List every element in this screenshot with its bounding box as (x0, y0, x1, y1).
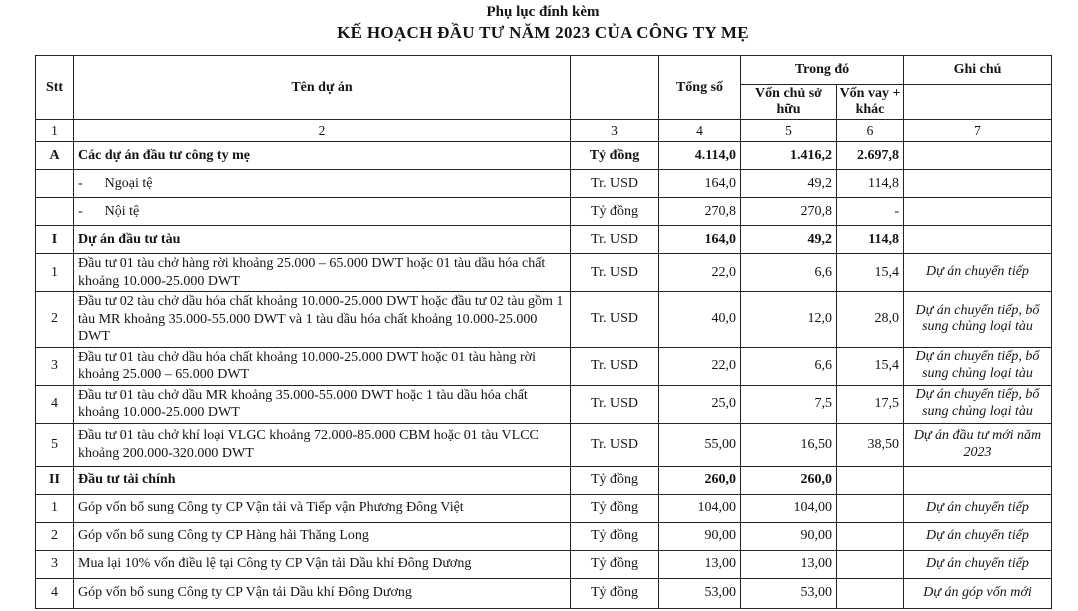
loan-cell: 38,50 (837, 423, 904, 466)
dash-mark: - (78, 203, 83, 219)
total-cell: 90,00 (659, 522, 741, 550)
equity-cell: 12,0 (741, 292, 837, 348)
header-stt: Stt (36, 56, 74, 120)
table-row (36, 423, 1052, 466)
project-name-text: Ngoại tệ (104, 175, 153, 191)
total-cell: 13,00 (659, 550, 741, 578)
unit-cell: Tr. USD (571, 170, 659, 198)
table-row (36, 347, 1052, 385)
project-name-cell: Đầu tư 01 tàu chở dầu MR khoảng 35.000-55.000 DWT hoặc 1 tàu dầu hóa chất khoảng 10.000-25.000 DWT (74, 385, 571, 423)
loan-cell: 28,0 (837, 292, 904, 348)
dash-mark: - (78, 175, 83, 191)
project-name-cell: Góp vốn bổ sung Công ty CP Vận tải và Tiếp vận Phương Đông Việt (74, 494, 571, 522)
total-cell: 40,0 (659, 292, 741, 348)
project-name-cell: Dự án đầu tư tàu (74, 226, 571, 254)
table-row (36, 494, 1052, 522)
project-name-cell: Đầu tư 01 tàu chở dầu hóa chất khoảng 10.000-25.000 DWT hoặc 01 tàu hàng rời khoảng 25.000 – 65.000 DWT (74, 347, 571, 385)
stt-cell (36, 198, 74, 226)
column-number-row (36, 120, 1052, 142)
note-cell: Dự án góp vốn mới (904, 578, 1052, 608)
table-row (36, 578, 1052, 608)
unit-cell: Tr. USD (571, 226, 659, 254)
header-total: Tổng số (659, 56, 741, 120)
total-cell: 22,0 (659, 254, 741, 292)
project-name-cell: Góp vốn bổ sung Công ty CP Hàng hải Thăng Long (74, 522, 571, 550)
equity-cell: 13,00 (741, 550, 837, 578)
equity-cell: 1.416,2 (741, 142, 837, 170)
total-cell: 164,0 (659, 170, 741, 198)
note-cell: Dự án chuyển tiếp (904, 254, 1052, 292)
note-cell: Dự án chuyển tiếp, bổ sung chủng loại tàu (904, 385, 1052, 423)
unit-cell: Tr. USD (571, 385, 659, 423)
unit-cell: Tỷ đồng (571, 142, 659, 170)
note-cell: Dự án đầu tư mới năm 2023 (904, 423, 1052, 466)
equity-cell: 49,2 (741, 226, 837, 254)
stt-cell: 4 (36, 385, 74, 423)
total-cell: 25,0 (659, 385, 741, 423)
stt-cell (36, 170, 74, 198)
unit-cell: Tr. USD (571, 254, 659, 292)
note-cell (904, 226, 1052, 254)
loan-cell (837, 578, 904, 608)
stt-cell: 5 (36, 423, 74, 466)
project-name-cell: Đầu tư 01 tàu chở hàng rời khoảng 25.000 – 65.000 DWT hoặc 01 tàu dầu hóa chất khoảng 10.000-25.000 DWT (74, 254, 571, 292)
table-row (36, 550, 1052, 578)
col-number: 7 (904, 120, 1052, 142)
investment-plan-table (35, 55, 1052, 609)
note-cell (904, 142, 1052, 170)
loan-cell (837, 550, 904, 578)
equity-cell: 104,00 (741, 494, 837, 522)
loan-cell: 2.697,8 (837, 142, 904, 170)
table-row (36, 292, 1052, 348)
loan-cell: 15,4 (837, 254, 904, 292)
loan-cell: 114,8 (837, 170, 904, 198)
header-row-1 (36, 56, 1052, 85)
table-row (36, 254, 1052, 292)
unit-cell: Tr. USD (571, 292, 659, 348)
stt-cell: 3 (36, 347, 74, 385)
note-cell (904, 170, 1052, 198)
col-number: 6 (837, 120, 904, 142)
project-name-text: Nội tệ (104, 203, 140, 219)
loan-cell (837, 466, 904, 494)
equity-cell: 53,00 (741, 578, 837, 608)
project-name-cell: Đầu tư 02 tàu chở dầu hóa chất khoảng 10.000-25.000 DWT hoặc đầu tư 02 tàu gồm 1 tàu MR khoảng 35.000-55.000 DWT và 1 tàu dầu hóa chất khoảng 10.000-25.000 DWT (74, 292, 571, 348)
note-cell: Dự án chuyển tiếp (904, 522, 1052, 550)
header-notes-blank (904, 85, 1052, 120)
total-cell: 55,00 (659, 423, 741, 466)
appendix-title: Phụ lục đính kèm (486, 4, 600, 20)
col-number: 3 (571, 120, 659, 142)
stt-cell: II (36, 466, 74, 494)
total-cell: 53,00 (659, 578, 741, 608)
unit-cell: Tr. USD (571, 423, 659, 466)
total-cell: 4.114,0 (659, 142, 741, 170)
project-name-cell: Đầu tư tài chính (74, 466, 571, 494)
note-cell: Dự án chuyển tiếp (904, 494, 1052, 522)
equity-cell: 270,8 (741, 198, 837, 226)
header-unit-blank (571, 56, 659, 120)
equity-cell: 260,0 (741, 466, 837, 494)
equity-cell: 7,5 (741, 385, 837, 423)
table-row-section-a (36, 142, 1052, 170)
stt-cell: 2 (36, 522, 74, 550)
table-row-section-i (36, 226, 1052, 254)
col-number: 5 (741, 120, 837, 142)
col-number: 2 (74, 120, 571, 142)
loan-cell (837, 494, 904, 522)
stt-cell: 3 (36, 550, 74, 578)
col-number: 1 (36, 120, 74, 142)
unit-cell: Tỷ đồng (571, 494, 659, 522)
stt-cell: 1 (36, 494, 74, 522)
note-cell (904, 198, 1052, 226)
unit-cell: Tỷ đồng (571, 522, 659, 550)
total-cell: 260,0 (659, 466, 741, 494)
table-row-foreign-currency (36, 170, 1052, 198)
total-cell: 22,0 (659, 347, 741, 385)
total-cell: 270,8 (659, 198, 741, 226)
total-cell: 104,00 (659, 494, 741, 522)
note-cell (904, 466, 1052, 494)
project-name-cell: Các dự án đầu tư công ty mẹ (74, 142, 571, 170)
stt-cell: 4 (36, 578, 74, 608)
project-name-cell: Mua lại 10% vốn điều lệ tại Công ty CP Vận tải Dầu khí Đông Dương (74, 550, 571, 578)
header-in-which: Trong đó (741, 56, 904, 85)
equity-cell: 90,00 (741, 522, 837, 550)
loan-cell: - (837, 198, 904, 226)
table-row (36, 385, 1052, 423)
plan-title: KẾ HOẠCH ĐẦU TƯ NĂM 2023 CỦA CÔNG TY MẸ (337, 22, 749, 42)
stt-cell: 1 (36, 254, 74, 292)
unit-cell: Tỷ đồng (571, 466, 659, 494)
header-project-name: Tên dự án (74, 56, 571, 120)
header-equity: Vốn chủ sở hữu (741, 85, 837, 120)
project-name-cell (74, 170, 571, 198)
equity-cell: 49,2 (741, 170, 837, 198)
note-cell: Dự án chuyển tiếp, bổ sung chủng loại tàu (904, 292, 1052, 348)
equity-cell: 6,6 (741, 254, 837, 292)
document-header (35, 3, 1051, 43)
header-loan: Vốn vay + khác (837, 85, 904, 120)
table-row-section-ii (36, 466, 1052, 494)
table-row-domestic-currency (36, 198, 1052, 226)
loan-cell (837, 522, 904, 550)
stt-cell: I (36, 226, 74, 254)
unit-cell: Tỷ đồng (571, 550, 659, 578)
loan-cell: 17,5 (837, 385, 904, 423)
project-name-cell (74, 198, 571, 226)
table-row (36, 522, 1052, 550)
total-cell: 164,0 (659, 226, 741, 254)
col-number: 4 (659, 120, 741, 142)
project-name-cell: Đầu tư 01 tàu chở khí loại VLGC khoảng 72.000-85.000 CBM hoặc 01 tàu VLCC khoảng 200.000-320.000 DWT (74, 423, 571, 466)
unit-cell: Tỷ đồng (571, 578, 659, 608)
project-name-cell: Góp vốn bổ sung Công ty CP Vận tải Dầu khí Đông Dương (74, 578, 571, 608)
note-cell: Dự án chuyển tiếp (904, 550, 1052, 578)
unit-cell: Tỷ đồng (571, 198, 659, 226)
note-cell: Dự án chuyển tiếp, bổ sung chủng loại tàu (904, 347, 1052, 385)
loan-cell: 15,4 (837, 347, 904, 385)
equity-cell: 16,50 (741, 423, 837, 466)
equity-cell: 6,6 (741, 347, 837, 385)
stt-cell: 2 (36, 292, 74, 348)
unit-cell: Tr. USD (571, 347, 659, 385)
loan-cell: 114,8 (837, 226, 904, 254)
header-notes: Ghi chú (904, 56, 1052, 85)
stt-cell: A (36, 142, 74, 170)
